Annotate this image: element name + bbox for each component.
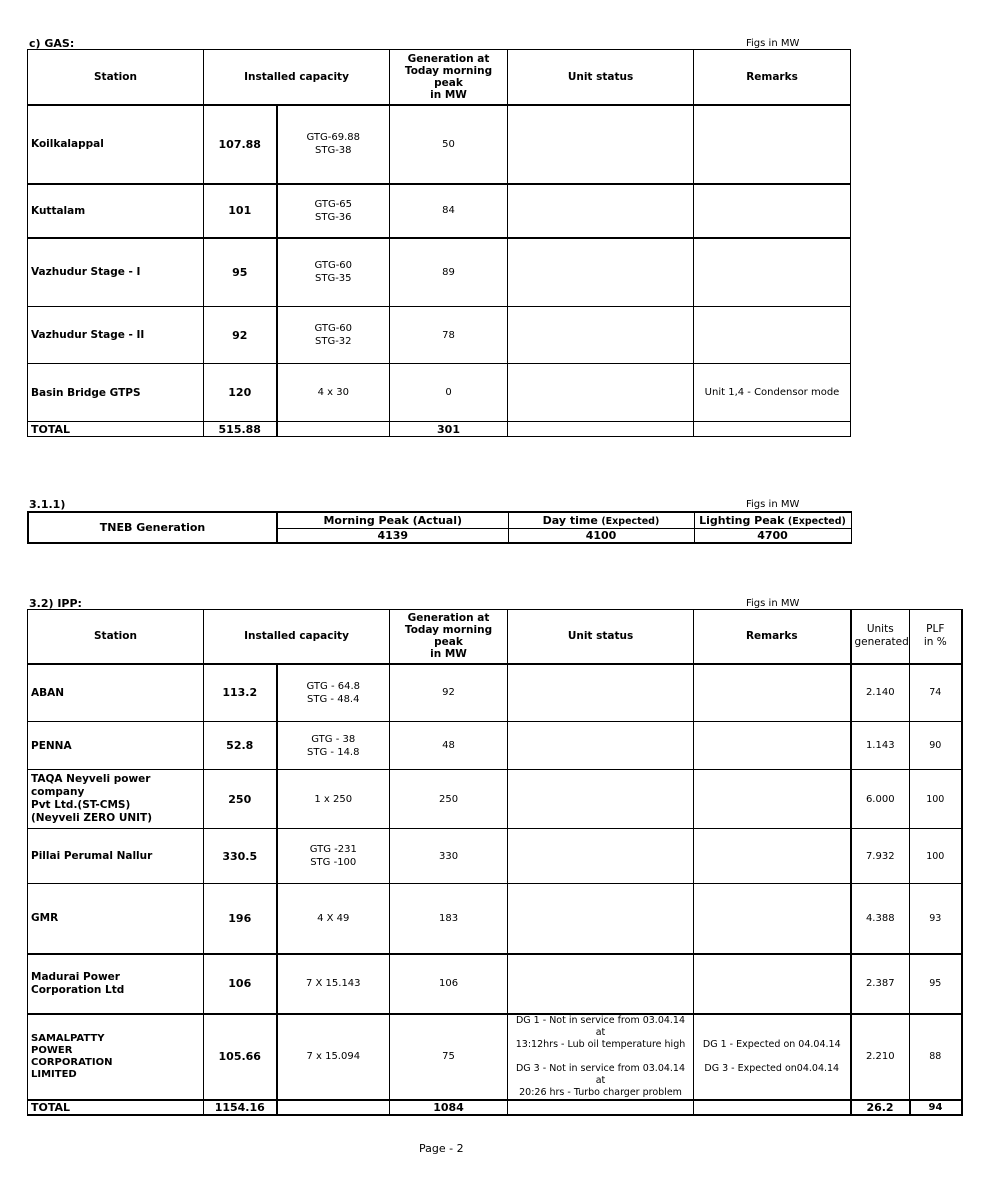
- gas-header-unit-status: Unit status: [508, 50, 694, 105]
- total-units: 26.2: [851, 1100, 910, 1115]
- tneb-header-row: [28, 512, 851, 528]
- total-generation: 1084: [390, 1100, 508, 1115]
- ipp-figs-note: Figs in MW: [746, 598, 800, 609]
- generation-value: 75: [390, 1014, 508, 1100]
- remarks: [694, 105, 851, 184]
- remarks: [694, 770, 851, 829]
- installed-capacity: 106: [204, 954, 277, 1014]
- remarks: DG 1 - Expected on 04.04.14 DG 3 - Expected on04.04.14: [694, 1014, 851, 1100]
- installed-capacity: 113.2: [204, 664, 277, 722]
- page-number: Page - 2: [419, 1142, 464, 1155]
- table-row: [28, 954, 962, 1014]
- total-remarks-empty: [694, 422, 851, 437]
- gas-header-installed: Installed capacity: [204, 50, 390, 105]
- station-name: Koilkalappal: [28, 105, 204, 184]
- plf-value: 90: [910, 722, 962, 770]
- unit-status: DG 1 - Not in service from 03.04.14 at 13:12hrs - Lub oil temperature high DG 3 - Not in service from 03.04.14 at 20:26 hrs - Turbo charger problem: [508, 1014, 694, 1100]
- ipp-header-row: [28, 610, 962, 664]
- unit-config: 1 x 250: [277, 770, 390, 829]
- unit-status: [508, 364, 694, 422]
- installed-capacity: 95: [204, 238, 277, 307]
- ipp-section-title: 3.2) IPP:: [29, 597, 82, 610]
- generation-value: 89: [390, 238, 508, 307]
- table-row: [28, 238, 851, 307]
- remarks: [694, 829, 851, 884]
- tneb-col-day-time: [508, 512, 694, 528]
- generation-value: 250: [390, 770, 508, 829]
- unit-config: 7 X 15.143: [277, 954, 390, 1014]
- plf-value: 93: [910, 884, 962, 954]
- generation-value: 106: [390, 954, 508, 1014]
- total-plf: 94: [910, 1100, 962, 1115]
- station-name: ABAN: [28, 664, 204, 722]
- remarks: Unit 1,4 - Condensor mode: [694, 364, 851, 422]
- unit-config: 4 x 30: [277, 364, 390, 422]
- station-name: TAQA Neyveli power company Pvt Ltd.(ST-CMS) (Neyveli ZERO UNIT): [28, 770, 204, 829]
- unit-status: [508, 954, 694, 1014]
- generation-value: 48: [390, 722, 508, 770]
- unit-config: GTG-69.88 STG-38: [277, 105, 390, 184]
- tneb-section-title: 3.1.1): [29, 498, 66, 511]
- total-capacity: 1154.16: [204, 1100, 277, 1115]
- generation-value: 50: [390, 105, 508, 184]
- unit-config: GTG - 38 STG - 14.8: [277, 722, 390, 770]
- station-name: SAMALPATTY POWER CORPORATION LIMITED: [28, 1014, 204, 1100]
- total-generation: 301: [390, 422, 508, 437]
- gas-figs-note: Figs in MW: [746, 38, 800, 49]
- ipp-header-installed: Installed capacity: [204, 610, 390, 664]
- table-row: [28, 184, 851, 238]
- ipp-table: [27, 609, 963, 1116]
- units-generated: 6.000: [851, 770, 910, 829]
- remarks: [694, 307, 851, 364]
- plf-value: 74: [910, 664, 962, 722]
- station-name: GMR: [28, 884, 204, 954]
- unit-status: [508, 829, 694, 884]
- station-name: Pillai Perumal Nallur: [28, 829, 204, 884]
- table-row: [28, 829, 962, 884]
- units-generated: 2.210: [851, 1014, 910, 1100]
- units-generated: 1.143: [851, 722, 910, 770]
- installed-capacity: 120: [204, 364, 277, 422]
- installed-capacity: 92: [204, 307, 277, 364]
- ipp-header-station: Station: [28, 610, 204, 664]
- unit-config: GTG-60 STG-32: [277, 307, 390, 364]
- units-generated: 4.388: [851, 884, 910, 954]
- unit-status: [508, 884, 694, 954]
- ipp-header-units: Units generated: [851, 610, 910, 664]
- remarks: [694, 184, 851, 238]
- unit-config: 4 X 49: [277, 884, 390, 954]
- remarks: [694, 722, 851, 770]
- total-status-empty: [508, 1100, 694, 1115]
- installed-capacity: 107.88: [204, 105, 277, 184]
- installed-capacity: 52.8: [204, 722, 277, 770]
- station-name: Kuttalam: [28, 184, 204, 238]
- station-name: Vazhudur Stage - II: [28, 307, 204, 364]
- station-name: Vazhudur Stage - I: [28, 238, 204, 307]
- units-generated: 2.387: [851, 954, 910, 1014]
- units-generated: 7.932: [851, 829, 910, 884]
- tneb-figs-note: Figs in MW: [746, 499, 800, 510]
- station-name: Madurai Power Corporation Ltd: [28, 954, 204, 1014]
- installed-capacity: 105.66: [204, 1014, 277, 1100]
- units-generated: 2.140: [851, 664, 910, 722]
- day-time-label: Day time: [542, 513, 598, 527]
- plf-value: 100: [910, 770, 962, 829]
- remarks: [694, 884, 851, 954]
- station-name: Basin Bridge GTPS: [28, 364, 204, 422]
- unit-status: [508, 664, 694, 722]
- table-row: [28, 307, 851, 364]
- tneb-col-lighting-peak: [694, 512, 851, 528]
- unit-status: [508, 184, 694, 238]
- gas-header-remarks: Remarks: [694, 50, 851, 105]
- generation-value: 92: [390, 664, 508, 722]
- ipp-total-row: [28, 1100, 962, 1115]
- tneb-value-day: 4100: [508, 528, 694, 543]
- total-label: TOTAL: [28, 1100, 204, 1115]
- unit-config: 7 x 15.094: [277, 1014, 390, 1100]
- table-row: [28, 884, 962, 954]
- generation-value: 183: [390, 884, 508, 954]
- generation-value: 78: [390, 307, 508, 364]
- ipp-header-remarks: Remarks: [694, 610, 851, 664]
- unit-config: GTG - 64.8 STG - 48.4: [277, 664, 390, 722]
- tneb-value-lighting: 4700: [694, 528, 851, 543]
- unit-status: [508, 238, 694, 307]
- day-time-sub: (Expected): [601, 515, 660, 527]
- gas-table: [27, 49, 851, 437]
- table-row: [28, 770, 962, 829]
- unit-status: [508, 770, 694, 829]
- plf-value: 95: [910, 954, 962, 1014]
- ipp-header-plf: PLF in %: [910, 610, 962, 664]
- table-row: [28, 364, 851, 422]
- table-row: [28, 105, 851, 184]
- tneb-value-morning: 4139: [277, 528, 508, 543]
- unit-status: [508, 722, 694, 770]
- unit-config: GTG-60 STG-35: [277, 238, 390, 307]
- unit-status: [508, 105, 694, 184]
- remarks: [694, 954, 851, 1014]
- lighting-peak-label: Lighting Peak: [699, 513, 785, 527]
- plf-value: 100: [910, 829, 962, 884]
- total-config-empty: [277, 422, 390, 437]
- installed-capacity: 101: [204, 184, 277, 238]
- total-config-empty: [277, 1100, 390, 1115]
- remarks: [694, 664, 851, 722]
- total-label: TOTAL: [28, 422, 204, 437]
- lighting-peak-sub: (Expected): [787, 515, 846, 527]
- total-remarks-empty: [694, 1100, 851, 1115]
- tneb-label: TNEB Generation: [28, 512, 277, 543]
- table-row: [28, 664, 962, 722]
- table-row: [28, 722, 962, 770]
- installed-capacity: 330.5: [204, 829, 277, 884]
- gas-header-station: Station: [28, 50, 204, 105]
- gas-header-generation: Generation at Today morning peak in MW: [390, 50, 508, 105]
- total-capacity: 515.88: [204, 422, 277, 437]
- unit-config: GTG -231 STG -100: [277, 829, 390, 884]
- tneb-col-morning-peak: Morning Peak (Actual): [277, 512, 508, 528]
- generation-value: 330: [390, 829, 508, 884]
- installed-capacity: 250: [204, 770, 277, 829]
- remarks: [694, 238, 851, 307]
- plf-value: 88: [910, 1014, 962, 1100]
- table-row: [28, 1014, 962, 1100]
- unit-status: [508, 307, 694, 364]
- gas-section-title: c) GAS:: [29, 37, 75, 50]
- generation-value: 0: [390, 364, 508, 422]
- unit-config: GTG-65 STG-36: [277, 184, 390, 238]
- ipp-header-generation: Generation at Today morning peak in MW: [390, 610, 508, 664]
- ipp-header-unit-status: Unit status: [508, 610, 694, 664]
- total-status-empty: [508, 422, 694, 437]
- installed-capacity: 196: [204, 884, 277, 954]
- station-name: PENNA: [28, 722, 204, 770]
- gas-header-row: [28, 50, 851, 105]
- generation-value: 84: [390, 184, 508, 238]
- tneb-table: [27, 511, 852, 544]
- gas-total-row: [28, 422, 851, 437]
